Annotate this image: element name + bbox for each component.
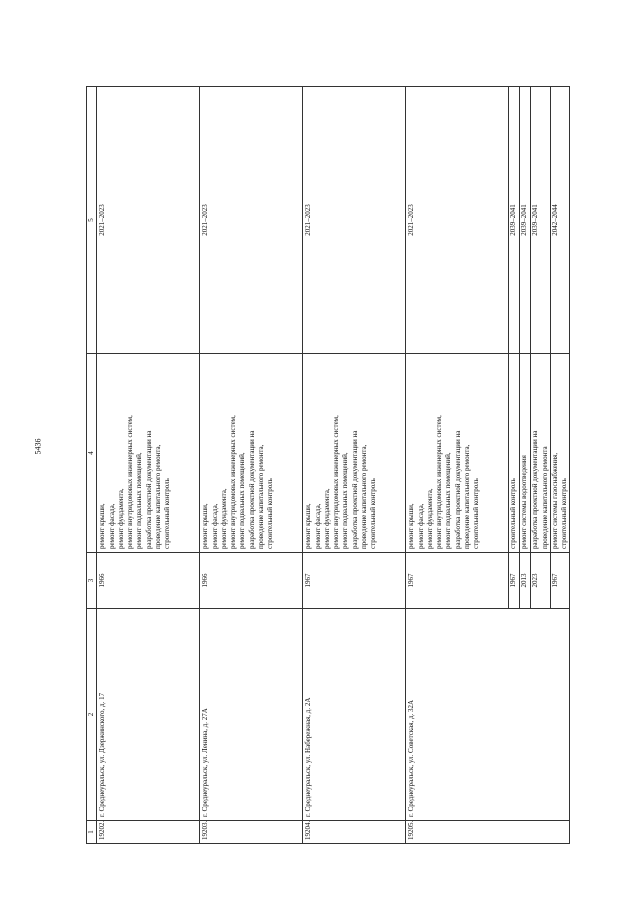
sub-row-works [531, 354, 551, 553]
row-number: 19202. [97, 821, 200, 844]
work-item: ремонт внутридомовых инженерных систем, [229, 415, 238, 549]
work-item: ремонт фасада, [313, 503, 322, 549]
row-year: 1967 [406, 553, 509, 609]
row-number: 19205. [406, 821, 570, 844]
row-year: 1967 [303, 553, 406, 609]
row-address: г. Среднеуральск, ул. Советская, д. 32А [406, 609, 570, 821]
work-item: разработка проектной документации на [144, 430, 153, 549]
row-address: г. Среднеуральск, ул. Ленина, д. 27А [200, 609, 303, 821]
row-address: г. Среднеуральск, ул. Дзержинского, д. 17 [97, 609, 200, 821]
page-number: 5436 [33, 438, 43, 455]
work-item: ремонт крыши, [98, 503, 107, 549]
sub-row-period: 2039–2041 [531, 87, 551, 354]
header-col-2: 2 [87, 609, 97, 821]
work-item: проведение капитального ремонта, [360, 444, 369, 549]
work-item: ремонт внутридомовых инженерных систем, [332, 415, 341, 549]
work-item: строительный контроль [560, 478, 569, 549]
work-item: ремонт фундамента, [322, 488, 331, 549]
work-item: проведение капитального ремонта, [463, 444, 472, 549]
work-item: ремонт фасада, [416, 503, 425, 549]
work-item: ремонт крыши, [304, 503, 313, 549]
sub-row-works: ремонт системы водоотведения [520, 354, 531, 553]
work-item: строительный контроль [163, 478, 172, 549]
row-works [303, 354, 406, 553]
table-row [200, 87, 303, 844]
work-item: ремонт внутридомовых инженерных систем, [126, 415, 135, 549]
table-row [97, 87, 200, 844]
sub-row-year: 2023 [531, 553, 551, 609]
work-item: разработка проектной документации на [350, 430, 359, 549]
work-item: проведение капитального ремонта, [154, 444, 163, 549]
repair-schedule-table [86, 86, 570, 844]
table-row [406, 87, 509, 844]
sub-row-period: 2039–2041 [509, 87, 520, 354]
work-item: ремонт подвальных помещений, [135, 452, 144, 549]
work-item: строительный контроль [266, 478, 275, 549]
work-item: ремонт подвальных помещений, [238, 452, 247, 549]
row-year: 1966 [200, 553, 303, 609]
work-item: строительный контроль [369, 478, 378, 549]
table-container [86, 86, 578, 844]
work-item: ремонт фасада, [107, 503, 116, 549]
header-col-5: 5 [87, 87, 97, 354]
work-item: ремонт системы газоснабжения, [550, 452, 559, 549]
sub-row-period: 2039–2041 [520, 87, 531, 354]
header-col-4: 4 [87, 354, 97, 553]
work-item: ремонт внутридомовых инженерных систем, [435, 415, 444, 549]
work-item: разработка проектной документации на [247, 430, 256, 549]
work-item: ремонт фасада, [210, 503, 219, 549]
row-works [200, 354, 303, 553]
row-period: 2021–2023 [200, 87, 303, 354]
row-number: 19204. [303, 821, 406, 844]
header-col-3: 3 [87, 553, 97, 609]
sub-row-period: 2042–2044 [550, 87, 570, 354]
sub-row-works [550, 354, 570, 553]
row-period: 2021–2023 [406, 87, 509, 354]
work-item: ремонт фундамента, [116, 488, 125, 549]
work-item: ремонт подвальных помещений, [444, 452, 453, 549]
row-works [97, 354, 200, 553]
sub-row-year: 1967 [509, 553, 520, 609]
row-works [406, 354, 509, 553]
work-item: ремонт фундамента, [219, 488, 228, 549]
work-item: ремонт подвальных помещений, [341, 452, 350, 549]
work-item: ремонт фундамента, [425, 488, 434, 549]
work-item: ремонт крыши, [407, 503, 416, 549]
row-period: 2021–2023 [97, 87, 200, 354]
sub-row-works: строительный контроль [509, 354, 520, 553]
sub-row-year: 2013 [520, 553, 531, 609]
header-row [87, 87, 97, 844]
row-address: г. Среднеуральск, ул. Набережная, д. 2А [303, 609, 406, 821]
work-item: строительный контроль [472, 478, 481, 549]
sub-row-year: 1967 [550, 553, 570, 609]
table-row [303, 87, 406, 844]
work-item: ремонт крыши, [201, 503, 210, 549]
row-number: 19203. [200, 821, 303, 844]
row-period: 2021–2023 [303, 87, 406, 354]
work-item: разработка проектной документации на [453, 430, 462, 549]
work-item: разработка проектной документации на [531, 430, 540, 549]
header-col-1: 1 [87, 821, 97, 844]
work-item: проведение капитального ремонта [540, 446, 549, 549]
work-item: проведение капитального ремонта, [257, 444, 266, 549]
row-year: 1966 [97, 553, 200, 609]
